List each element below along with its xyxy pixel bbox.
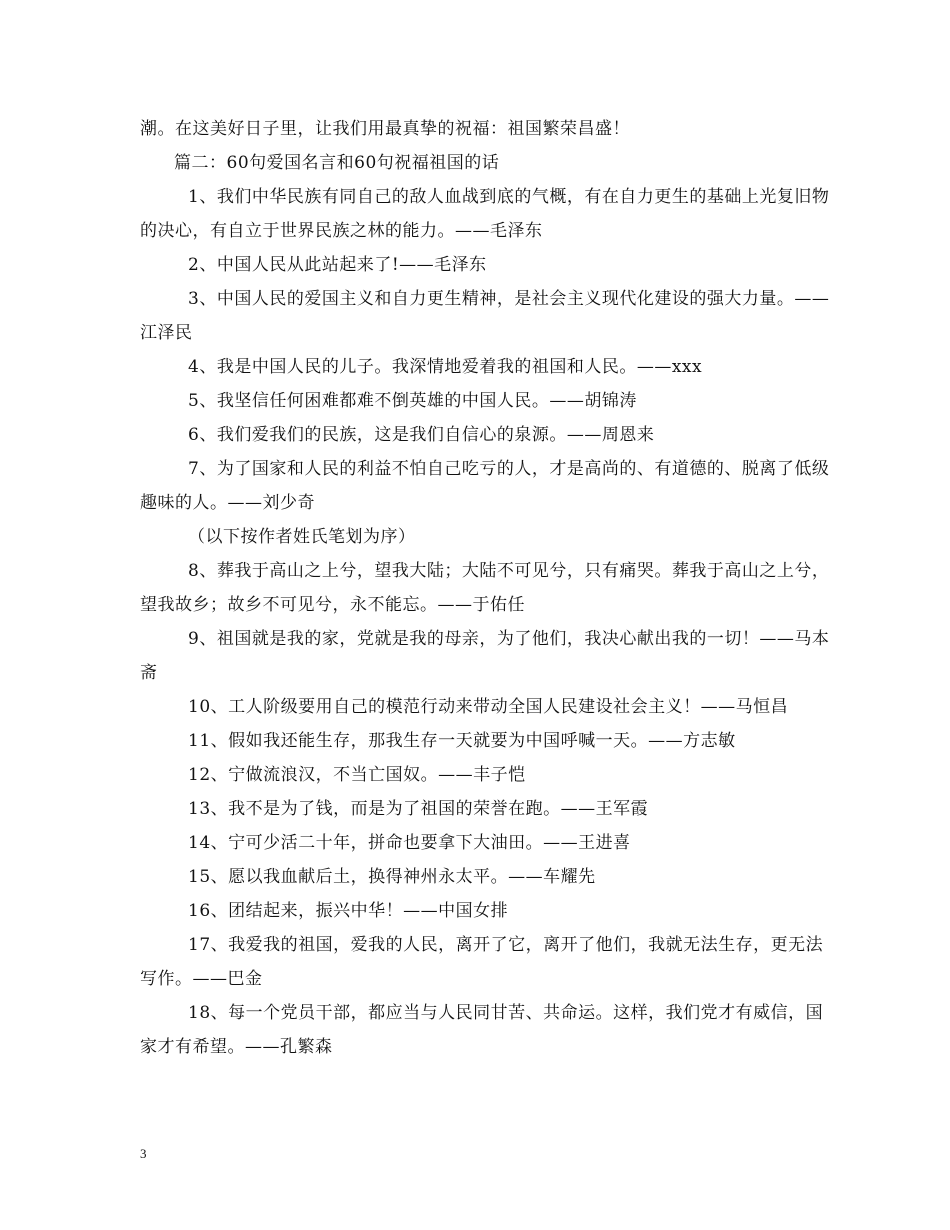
quote-item: 7、为了国家和人民的利益不怕自己吃亏的人，才是高尚的、有道德的、脱离了低级趣味的人。——刘少奇 [140,459,830,513]
quote-item: 15、愿以我血献后土，换得神州永太平。——车耀先 [188,867,596,887]
quote-item: 2、中国人民从此站起来了!——毛泽东 [188,255,487,275]
section-heading: 篇二：60句爱国名言和60句祝福祖国的话 [174,153,500,173]
ordering-note: （以下按作者姓氏笔划为序） [188,527,416,547]
quote-item: 3、中国人民的爱国主义和自力更生精神，是社会主义现代化建设的强大力量。——江泽民 [140,289,830,343]
quote-item: 18、每一个党员干部，都应当与人民同甘苦、共命运。这样，我们党才有威信，国家才有希望。——孔繁森 [140,1003,824,1057]
quote-item: 10、工人阶级要用自己的模范行动来带动全国人民建设社会主义！——马恒昌 [188,697,789,717]
quote-item: 1、我们中华民族有同自己的敌人血战到底的气概，有在自力更生的基础上光复旧物的决心，有自立于世界民族之林的能力。——毛泽东 [140,187,830,241]
quote-item: 12、宁做流浪汉，不当亡国奴。——丰子恺 [188,765,526,785]
quote-item: 14、宁可少活二十年，拼命也要拿下大油田。——王进喜 [188,833,631,853]
page-number: 3 [140,1146,147,1161]
quote-item: 6、我们爱我们的民族，这是我们自信心的泉源。——周恩来 [188,425,655,445]
quote-item: 8、葬我于高山之上兮，望我大陆；大陆不可见兮，只有痛哭。葬我于高山之上兮，望我故乡；故乡不可见兮，永不能忘。——于佑任 [140,561,830,615]
quote-item: 9、祖国就是我的家，党就是我的母亲，为了他们，我决心献出我的一切！——马本斋 [140,629,830,683]
quote-item: 13、我不是为了钱，而是为了祖国的荣誉在跑。——王军霞 [188,799,649,819]
quote-item: 11、假如我还能生存，那我生存一天就要为中国呼喊一天。——方志敏 [188,731,736,751]
quote-item: 16、团结起来，振兴中华！——中国女排 [188,901,509,921]
quote-item: 4、我是中国人民的儿子。我深情地爱着我的祖国和人民。——xxx [188,357,703,377]
document-body [140,112,830,1064]
quote-item: 5、我坚信任何困难都难不倒英雄的中国人民。——胡锦涛 [188,391,637,411]
paragraph-continuation: 潮。在这美好日子里，让我们用最真挚的祝福：祖国繁荣昌盛！ [140,119,630,139]
quote-item: 17、我爱我的祖国，爱我的人民，离开了它，离开了他们，我就无法生存，更无法写作。——巴金 [140,935,824,989]
